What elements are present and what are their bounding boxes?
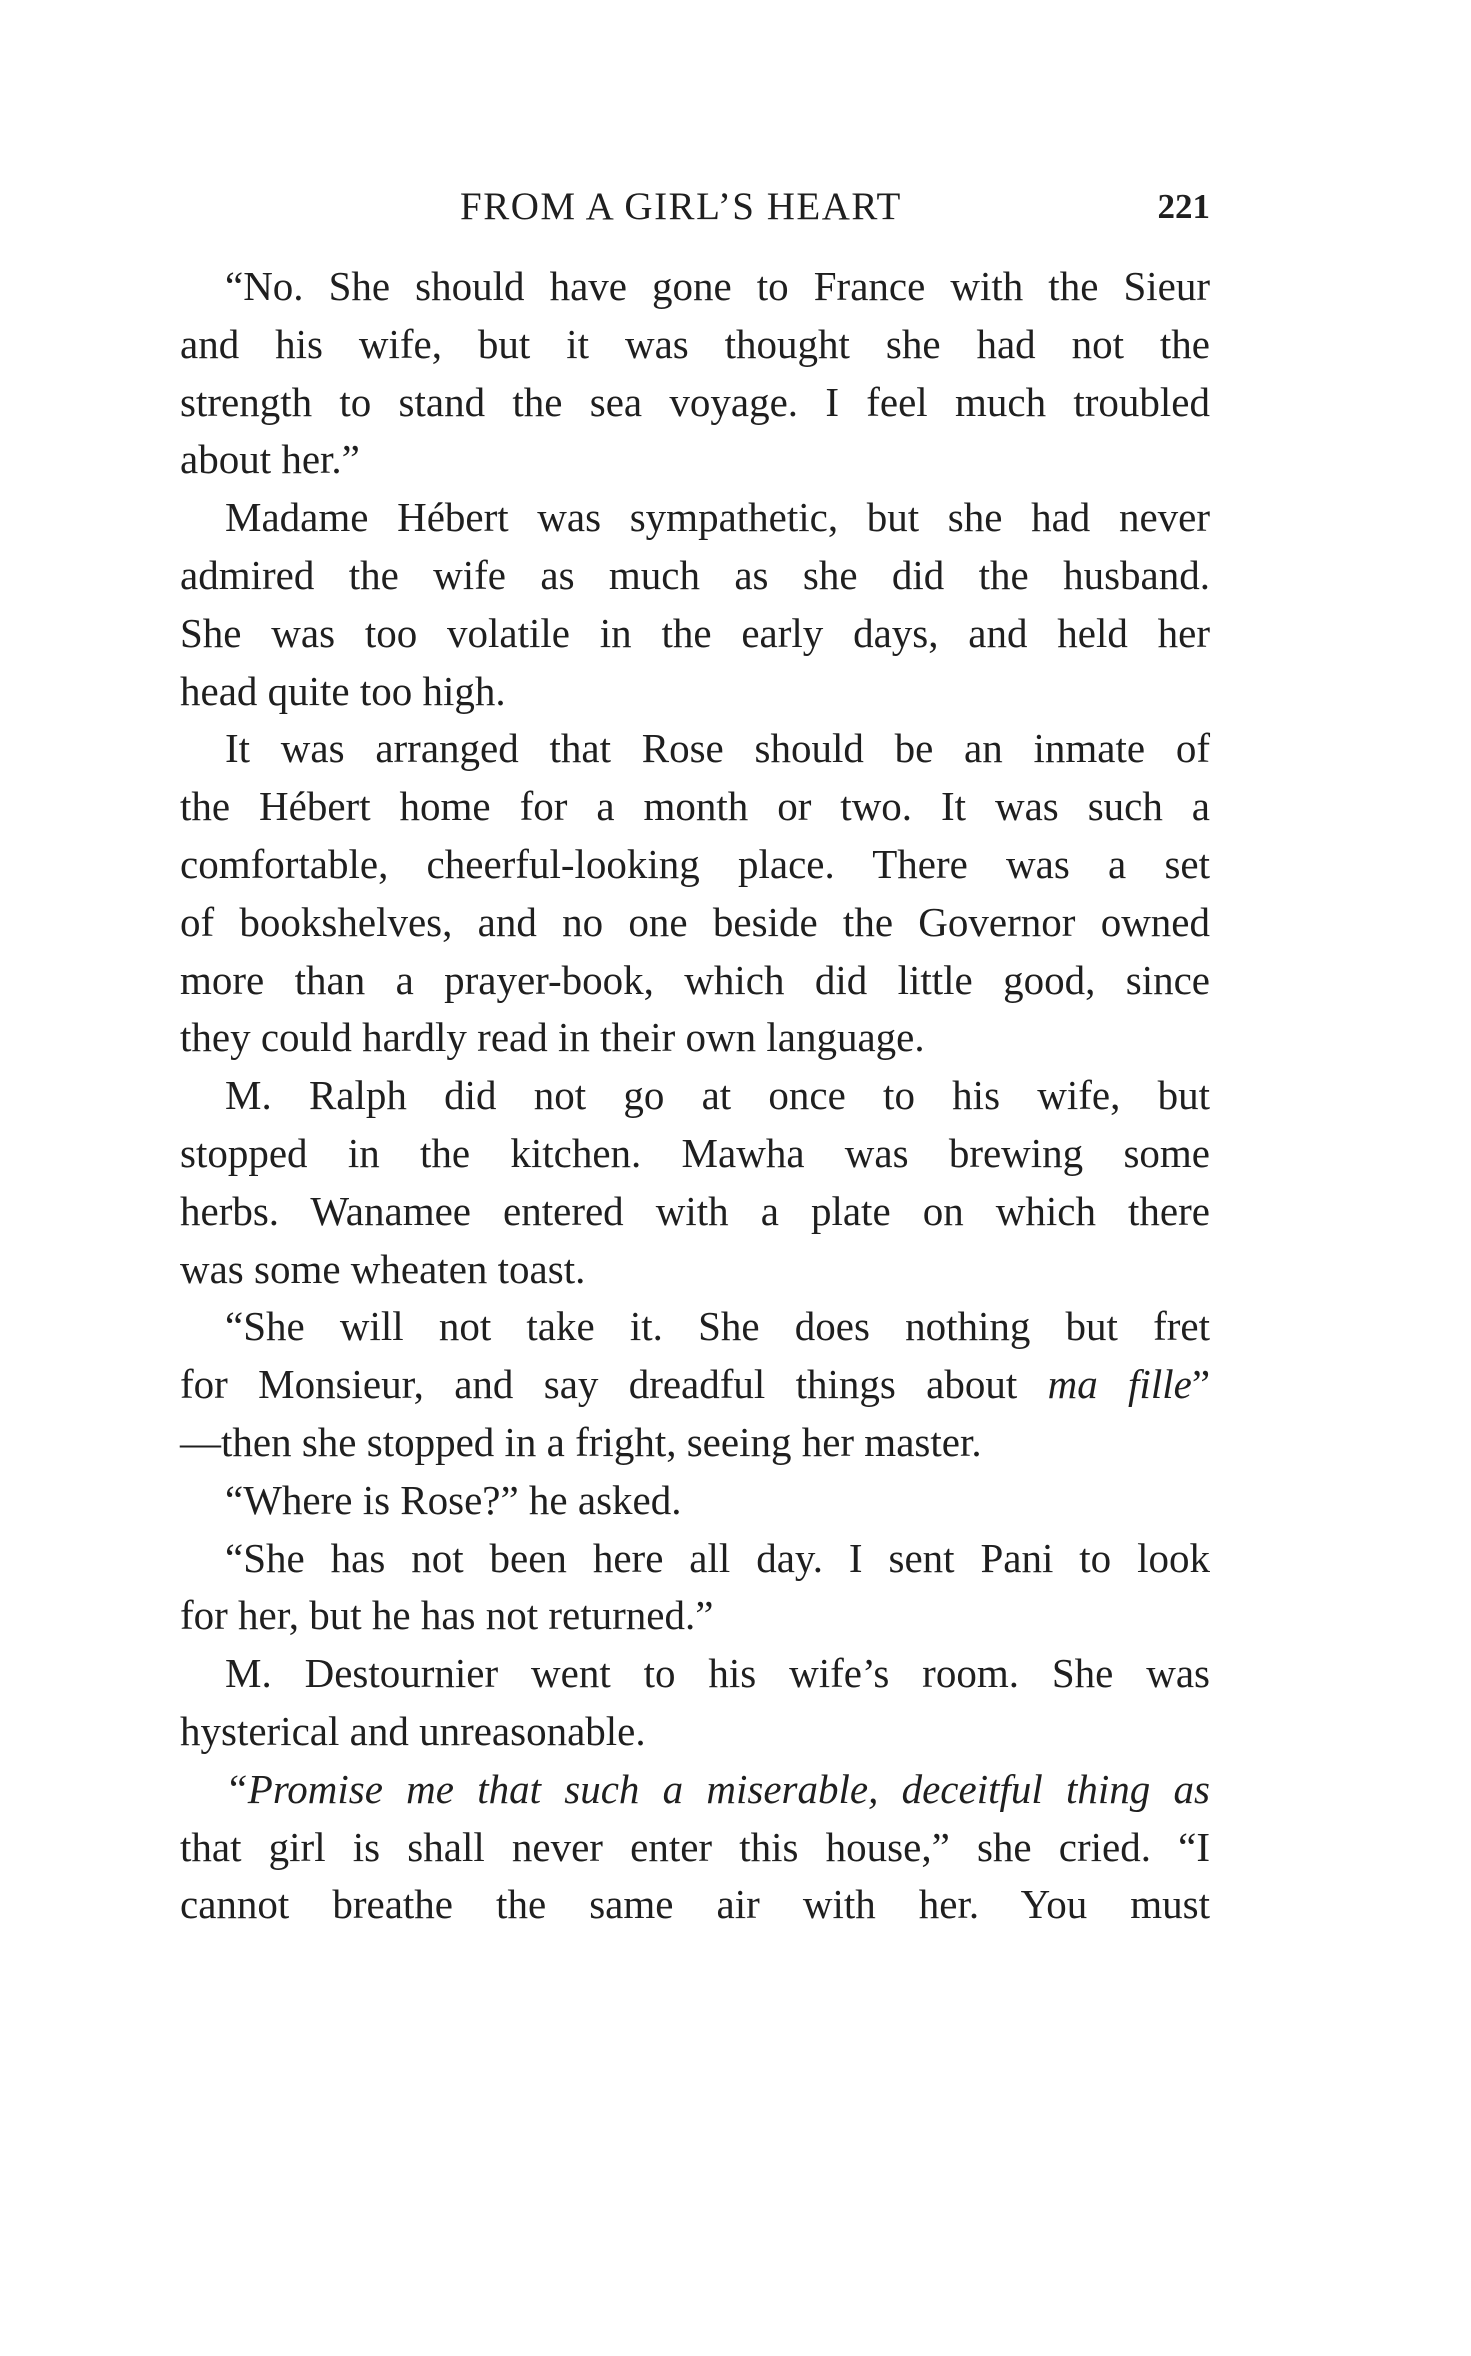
text-line: “Promise me that such a miserable, deceitful thing as (225, 1765, 1210, 1812)
text-line: Madame Hébert was sympathetic, but she had never (225, 494, 1210, 541)
body-text (180, 258, 1210, 1934)
running-title: FROM A GIRL’S HEART (460, 185, 902, 228)
text-line: It was arranged that Rose should be an inmate of (225, 725, 1210, 772)
page-number: 221 (1157, 187, 1210, 226)
text-line: and his wife, but it was thought she had not the (180, 320, 1210, 367)
text-line: M. Destournier went to his wife’s room. She was (225, 1650, 1210, 1697)
running-head (180, 180, 1210, 234)
text-line: “She will not take it. She does nothing but fret (225, 1303, 1210, 1350)
text-line: for her, but he has not returned.” (180, 1592, 714, 1639)
text-line: strength to stand the sea voyage. I feel much troubled (180, 378, 1210, 425)
text-line: “Where is Rose?” he asked. (225, 1476, 682, 1523)
text-line: “She has not been here all day. I sent Pani to look (225, 1534, 1210, 1581)
text-line: —then she stopped in a fright, seeing her master. (180, 1418, 982, 1465)
text-line: was some wheaten toast. (180, 1245, 586, 1292)
text-line: comfortable, cheerful-looking place. There was a set (180, 840, 1210, 887)
text-line: stopped in the kitchen. Mawha was brewing some (180, 1129, 1210, 1176)
text-line: they could hardly read in their own language. (180, 1014, 925, 1061)
text-line: cannot breathe the same air with her. You must (180, 1881, 1210, 1928)
text-line: She was too volatile in the early days, and held her (180, 609, 1210, 656)
text-line: of bookshelves, and no one beside the Governor owned (180, 898, 1210, 945)
text-line: “No. She should have gone to France with the Sieur (225, 263, 1210, 309)
text-line: M. Ralph did not go at once to his wife, but (225, 1072, 1210, 1119)
text-line: admired the wife as much as she did the husband. (180, 551, 1210, 598)
text-line: the Hébert home for a month or two. It was such a (180, 783, 1210, 830)
text-line: herbs. Wanamee entered with a plate on which there (180, 1187, 1210, 1234)
text-line: for Monsieur, and say dreadful things about ma fille” (180, 1361, 1211, 1408)
text-line: head quite too high. (180, 667, 506, 714)
text-line: hysterical and unreasonable. (180, 1707, 646, 1754)
text-line: about her.” (180, 436, 360, 483)
italic-phrase: ma fille (1047, 1361, 1192, 1408)
text-line: that girl is shall never enter this house,” she cried. “I (180, 1823, 1210, 1870)
text-line: more than a prayer-book, which did little good, since (180, 956, 1210, 1003)
